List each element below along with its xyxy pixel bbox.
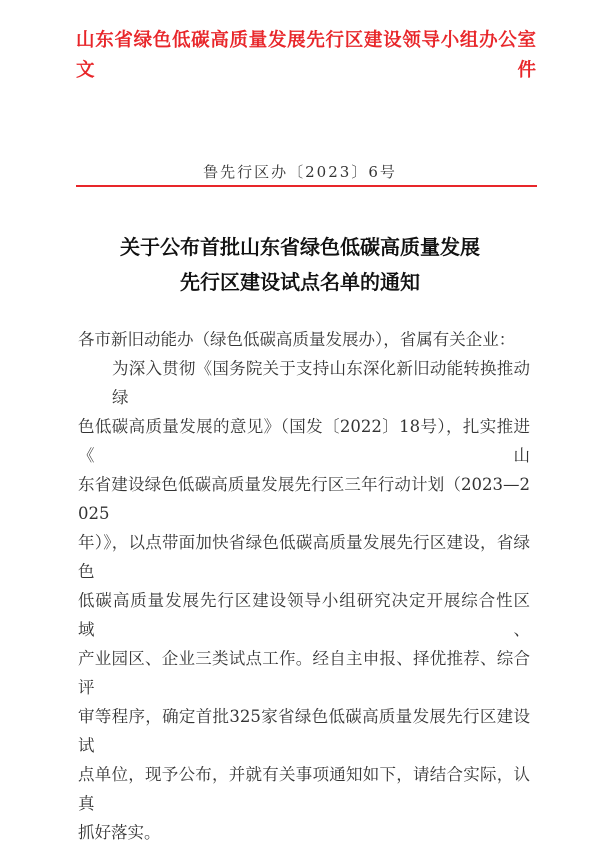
body-line: 东省建设绿色低碳高质量发展先行区三年行动计划（2023—2025	[78, 475, 530, 523]
body-line: 年）》，以点带面加快省绿色低碳高质量发展先行区建设，省绿色	[78, 533, 530, 581]
red-divider	[76, 185, 537, 187]
document-title-line-2: 先行区建设试点名单的通知	[180, 270, 420, 294]
document-title-line-1: 关于公布首批山东省绿色低碳高质量发展	[120, 235, 480, 259]
document-number: 鲁先行区办〔2023〕6号	[203, 163, 397, 181]
body-line: 为深入贯彻《国务院关于支持山东深化新旧动能转换推动绿	[112, 359, 530, 407]
document-masthead: 山东省绿色低碳高质量发展先行区建设领导小组办公室文件	[76, 30, 536, 81]
body-line: 审等程序，确定首批325家省绿色低碳高质量发展先行区建设试	[78, 707, 530, 755]
salutation: 各市新旧动能办（绿色低碳高质量发展办），省属有关企业：	[78, 330, 516, 349]
document-body	[78, 325, 530, 847]
body-line: 低碳高质量发展先行区建设领导小组研究决定开展综合性区域、	[78, 591, 530, 639]
body-line: 产业园区、企业三类试点工作。经自主申报、择优推荐、综合评	[78, 649, 530, 697]
body-line: 抓好落实。	[78, 823, 161, 842]
body-line: 色低碳高质量发展的意见》（国发〔2022〕18号），扎实推进《山	[78, 417, 530, 465]
body-line: 点单位，现予公布，并就有关事项通知如下，请结合实际，认真	[78, 765, 530, 813]
